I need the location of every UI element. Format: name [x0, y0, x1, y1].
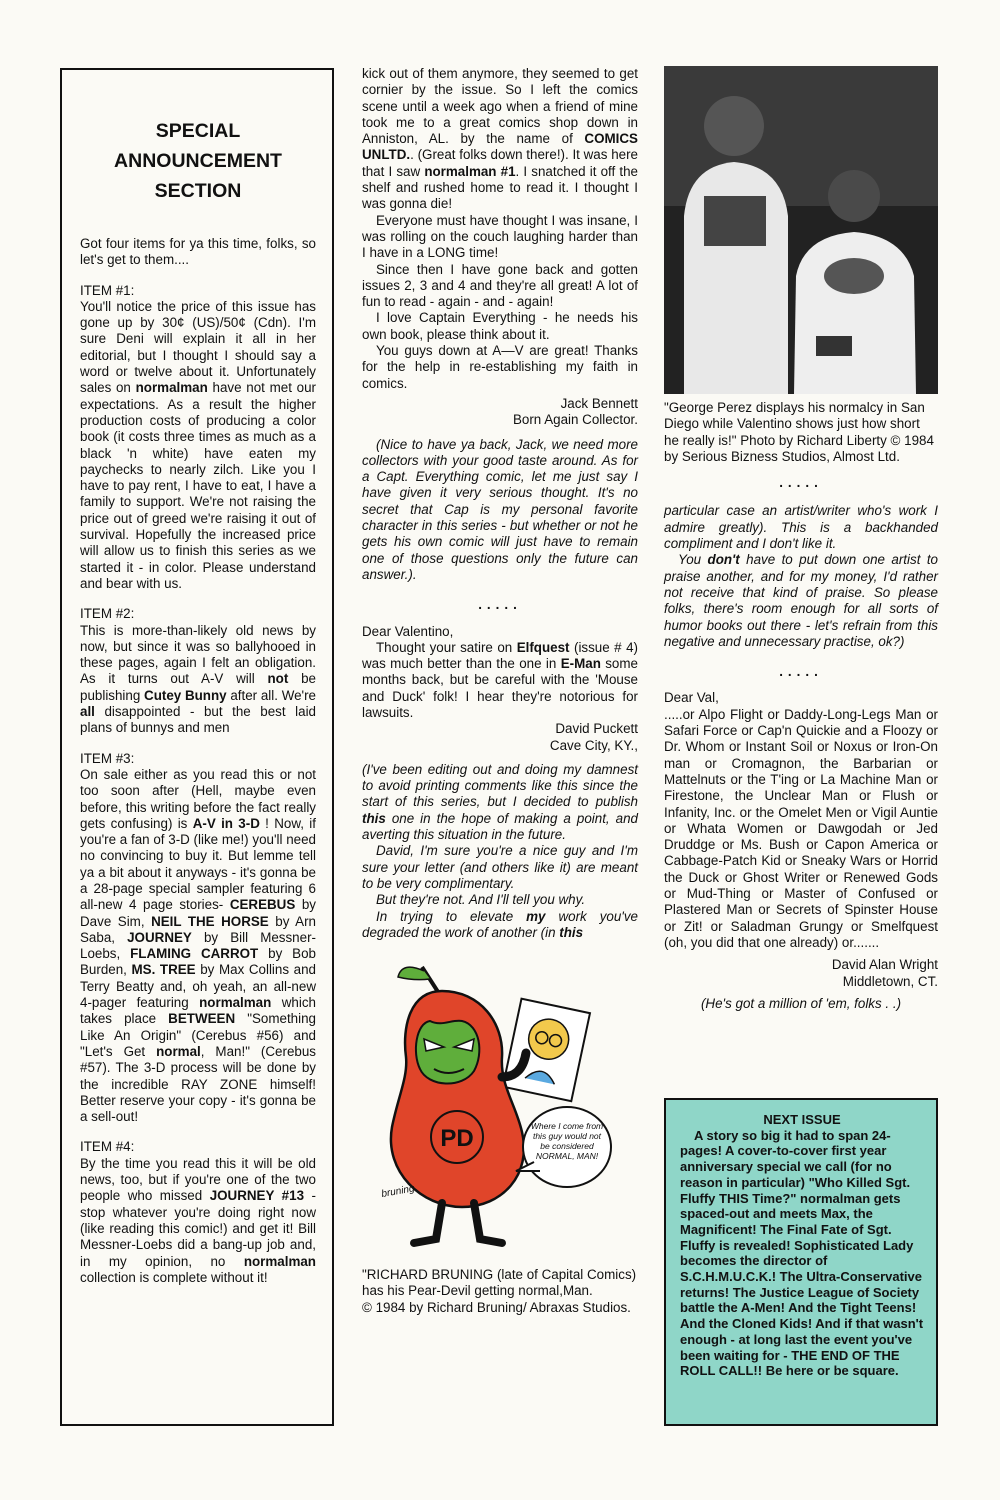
- letter3-signature-name: David Alan Wright: [831, 957, 938, 973]
- letters-column-middle: [362, 66, 638, 1316]
- letter3-list: .....or Alpo Flight or Daddy-Long-Legs Man or Safari Force or Cap'n Quickie and a Floozy or Dr. Whom or Instant Soil or Noxus or Iron-On man or Cromagnon, the Barbarian or Mattelnuts or the T'ing or La Machine Man or Firestone, the Unclear Man or Flush or Infanity, Inc. or the Omelet Men or Vigil Auntie or Whata Women or Dawgodah or Jed Druddge or Ms. Bush or Capon America or Cabbage-Patch Kid or Sneaky Wars or Horrid the Duck or Ghost Writer or Renewed Gods or Mud-Thing or Master of Confused or Plastered Man or Secrets of Spinster House or Zit! or Saladman Grungy or Smelfquest (oh, you did that one already) or.......: [664, 706, 938, 950]
- letter1-paragraph: You guys down at A—V are great! Thanks for the help in re-establishing my faith in comics.: [362, 343, 638, 391]
- cartoon-copyright: © 1984 by Richard Bruning/ Abraxas Studios.: [362, 1299, 631, 1315]
- letter2-salutation: Dear Valentino,: [362, 623, 454, 639]
- reply-continuation: particular case an artist/writer who's work I admire greatly). This is a backhanded compliment and I don't like it.: [664, 503, 938, 552]
- item4-heading: ITEM #4:: [80, 1139, 135, 1155]
- letter2-signature-name: David Puckett: [555, 721, 638, 737]
- next-issue-title: NEXT ISSUE: [763, 1112, 841, 1127]
- announcement-intro: Got four items for ya this time, folks, so let's get to them....: [80, 236, 316, 268]
- section-separator: .....: [779, 664, 823, 680]
- special-announcement-box: [60, 68, 334, 1426]
- letter2-reply-paragraph: In trying to elevate my work you've degraded the work of another (in this: [362, 908, 638, 940]
- item2-text: This is more-than-likely old news by now, but since it was so ballyhooed in these pages, again I felt an obligation. As it turns out A-V will not be publishing Cutey Bunny after all. We're all disappointed - but the best laid plans of bunnys and men: [80, 622, 317, 736]
- item3-heading: ITEM #3:: [80, 750, 135, 766]
- letter1-paragraph: I love Captain Everything - he needs his own book, please think about it.: [362, 310, 638, 342]
- item4-text: By the time you read this it will be old news, too, but if you're one of the two people who missed JOURNEY #13 - stop whatever you're doing right now (like reading this comic!) and get it! Bill Messner-Loebs did a bang-up job and, in my opinion, no normalman collection is complete without it!: [80, 1155, 316, 1285]
- cartoon-speech-bubble: Where I come from this guy would not be considered NORMAL, MAN!: [530, 1121, 604, 1162]
- reply-continuation: You don't have to put down one artist to praise another, and for my money, I'd rather not receive that kind of praise. So please folks, there's room enough for all sorts of humor books out there - let's refrain from this negative and unnecessary practise, ok?): [664, 552, 938, 649]
- pear-devil-cartoon: [362, 957, 638, 1257]
- letter1-paragraph: Everyone must have thought I was insane, I was rolling on the couch laughing harder than I have in a LONG time!: [362, 212, 638, 261]
- item2-heading: ITEM #2:: [80, 606, 135, 622]
- letter3-editor-reply: (He's got a million of 'em, folks . .): [700, 995, 902, 1011]
- letter1-signature-title: Born Again Collector.: [512, 412, 638, 428]
- letters-column-right: [664, 66, 938, 1012]
- cartoon-artist-signature: bruning: [380, 1183, 416, 1201]
- pear-devil-illustration: [362, 957, 638, 1257]
- letter1-signature-name: Jack Bennett: [560, 395, 638, 411]
- letter2-reply-paragraph: David, I'm sure you're a nice guy and I'm sure your letter (and others like it) are meant to be very complimentary.: [362, 843, 638, 891]
- item1-text: You'll notice the price of this issue has gone up by 30¢ (US)/50¢ (Cdn). I'm sure Deni will explain it all in her editorial, but I thought I should say a word or twelve about it. Unfortunately sales on normalman have not met our expectations. As a result the higher production costs of producing a color book (it costs three times as much as a black 'n white) have eaten my paychecks to nearly zilch. Like you I have to pay rent, I have to eat, I have a family to support. We're not raising the price out of greed we're raising it out of survival. Hopefully the increased price will allow us to finish this series as we started it - in color. Please understand and bear with us.: [80, 298, 316, 591]
- letter2-signature-city: Cave City, KY.,: [549, 737, 638, 753]
- letter2-paragraph: Thought your satire on Elfquest (issue # 4) was much better than the one in E-Man some months back, but be careful with the 'Mouse and Duck' folk! I hear they're notorious for lawsuits.: [362, 639, 638, 720]
- next-issue-text: A story so big it had to span 24-pages! A cover-to-cover first year anniversary special we call (for no reason in particular) "Who Killed Sgt. Fluffy THIS Time?" normalman gets spaced-out and meets Max, the Magnificent! The Final Fate of Sgt. Fluffy is revealed! Sophisticated Lady becomes the director of S.C.H.M.U.C.K.! The Ultra-Conservative returns! The Justice League of Society battle the A-Men! And the Tight Teens! And the Cloned Kids! And if that wasn't enough - at long last the event you've been waiting for - THE END OF THE ROLL CALL!! Be here or be square.: [680, 1127, 924, 1379]
- photo-image: [664, 66, 938, 394]
- letter1-paragraph: kick out of them anymore, they seemed to get cornier by the issue. So I left the comics scene until a week ago when a friend of mine took me to a great comics shop down in Anniston, AL. by the name of COMICS UNLTD.. (Great folks down there!). It was here that I saw normalman #1. I snatched it off the shelf and rushed home to read it. I thought I was gonna die!: [362, 66, 638, 212]
- convention-photo: [664, 66, 938, 394]
- section-separator: .....: [478, 597, 522, 613]
- letter3-salutation: Dear Val,: [664, 690, 719, 706]
- announcement-title: SPECIAL ANNOUNCEMENT SECTION: [114, 120, 282, 202]
- letter2-reply-paragraph: (I've been editing out and doing my damnest to avoid printing comments like this since the start of this series, but I decided to publish this one in the hope of making a point, and averting this situation in the future.: [362, 761, 638, 843]
- cartoon-chest-emblem: PD: [440, 1125, 474, 1153]
- photo-caption: "George Perez displays his normalcy in San Diego while Valentino shows just how short he really is!" Photo by Richard Liberty © 1984 by Serious Bizness Studios, Almost Ltd.: [664, 400, 934, 464]
- letter2-reply-paragraph: But they're not. And I'll tell you why.: [376, 892, 586, 908]
- letter1-editor-reply: (Nice to have ya back, Jack, we need more collectors with your good taste around. As for a Capt. Everything comic, let me just say I have given it very serious thought. It's no secret that Cap is my personal favorite character in this series - but whether or not he gets his own comic will just have to remain one of those questions only the future can answer.).: [362, 436, 638, 582]
- item3-text: On sale either as you read this or not too soon after (Hell, maybe even before, this writing before the fact really gets confusing) is A-V in 3-D ! Now, if you're a fan of 3-D (like me!) you'll need no convincing to buy it. But lemme tell ya a bit about it anyways - it's gonna be a 28-page special sampler featuring 6 all-new 4 page stories- CEREBUS by Dave Sim, NEIL THE HORSE by Arn Saba, JOURNEY by Bill Messner-Loebs, FLAMING CARROT by Bob Burden, MS. TREE by Max Collins and Terry Beatty and, oh yeah, an all-new 4-pager featuring normalman which takes place BETWEEN "Something Like An Origin" (Cerebus #56) and "Let's Get normal, Man!" (Cerebus #57). The 3-D process will be done by the incredible RAY ZONE himself! Better reserve your copy - it's gonna be a sell-out!: [80, 766, 317, 1125]
- next-issue-box: [664, 1098, 938, 1426]
- item1-heading: ITEM #1:: [80, 282, 135, 298]
- letter3-signature-city: Middletown, CT.: [842, 973, 938, 989]
- letter1-paragraph: Since then I have gone back and gotten issues 2, 3 and 4 and they're all great! A lot of fun to read - again - and - again!: [362, 261, 638, 310]
- cartoon-caption: "RICHARD BRUNING (late of Capital Comics) has his Pear-Devil getting normal,Man.: [362, 1267, 637, 1299]
- section-separator: .....: [779, 475, 823, 491]
